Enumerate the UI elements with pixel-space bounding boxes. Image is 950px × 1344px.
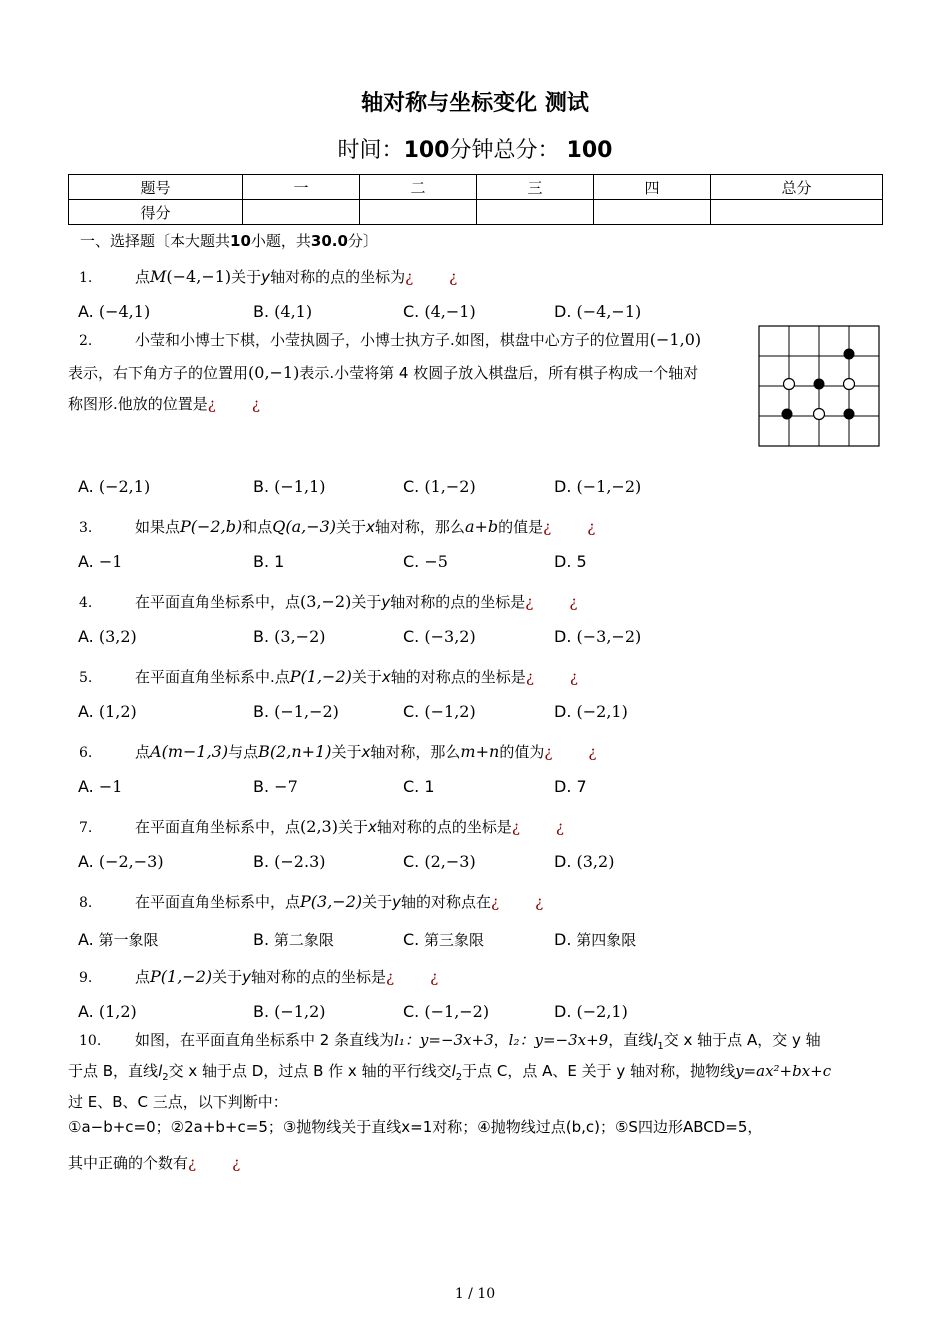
- option-label: B.: [253, 627, 270, 646]
- q-math: (3,−2): [300, 592, 352, 611]
- q-text: 过 E、B、C 三点，以下判断中：: [68, 1093, 288, 1111]
- option-c[interactable]: [403, 552, 448, 571]
- option-text: (3,−2): [274, 627, 326, 646]
- q-text: 关于: [362, 893, 393, 911]
- q-text: 在平面直角坐标系中，点: [135, 818, 301, 836]
- option-a[interactable]: [78, 702, 137, 721]
- option-b[interactable]: [253, 702, 339, 721]
- option-text: (−2,1): [576, 702, 628, 721]
- option-label: B.: [253, 930, 270, 949]
- q10-line2: 于点 B，直线$l_2$交 x 轴于点 D，过点 B 作 x 轴的平行线交$l_2$于点 C，点 A、E 关于 y 轴对称，抛物线y=ax²+bx+c: [68, 1062, 832, 1083]
- q-text: 在平面直角坐标系中，点: [135, 893, 301, 911]
- exam-subtitle: [0, 133, 950, 164]
- option-text: (1,2): [98, 1002, 137, 1021]
- table-header-cell: 二: [360, 175, 477, 200]
- option-b[interactable]: [253, 777, 298, 796]
- option-text: 第二象限: [273, 931, 334, 949]
- answer-blank-open: ¿: [207, 395, 216, 413]
- row-label-cell: 得分: [69, 200, 243, 225]
- option-text: (4,1): [274, 302, 313, 321]
- q-text: 轴对称的点的坐标是: [376, 818, 512, 836]
- option-c[interactable]: [403, 627, 476, 646]
- option-label: D.: [554, 777, 572, 796]
- answer-blank-close: ¿: [569, 668, 578, 686]
- q-text: 在平面直角坐标系中.点: [135, 668, 290, 686]
- q-text: 轴对称的点的坐标是: [251, 968, 387, 986]
- options-q8: [78, 929, 898, 953]
- q-text: 点: [135, 268, 151, 286]
- table-header-cell: 总分: [711, 175, 883, 200]
- options-q2: [78, 477, 898, 501]
- option-label: C.: [403, 552, 420, 571]
- q-math: P(1,−2): [150, 967, 213, 986]
- q-text: 如果点: [135, 518, 181, 536]
- option-b[interactable]: [253, 852, 326, 871]
- option-text: 第四象限: [576, 931, 637, 949]
- q-math: m+n: [460, 742, 500, 761]
- q-text: 关于: [336, 518, 367, 536]
- option-b[interactable]: [253, 477, 326, 496]
- score-cell[interactable]: [711, 200, 883, 225]
- q-text: 轴对称的点的坐标为: [270, 268, 406, 286]
- q-text: 如图，在平面直角坐标系中 2 条直线为: [135, 1031, 395, 1049]
- option-label: B.: [253, 552, 270, 571]
- q-text: 称图形.他放的位置是: [68, 395, 208, 413]
- answer-blank-open: ¿: [525, 668, 534, 686]
- option-a[interactable]: [78, 777, 122, 796]
- option-label: D.: [554, 302, 572, 321]
- option-text: (−4,1): [98, 302, 151, 321]
- option-c[interactable]: [403, 302, 476, 321]
- q-text: 交 x 轴于点 A，交 y 轴: [663, 1031, 821, 1049]
- q-text: 在平面直角坐标系中，点: [135, 593, 301, 611]
- round-stone: [814, 409, 825, 420]
- option-label: B.: [253, 477, 270, 496]
- option-b[interactable]: [253, 552, 284, 571]
- section-mid: 小题，共: [250, 232, 311, 250]
- score-cell[interactable]: [243, 200, 360, 225]
- answer-blank-open: ¿: [386, 968, 395, 986]
- q2-line3: [68, 389, 758, 420]
- page-number: 1 / 10: [454, 1286, 496, 1302]
- score-table-row: [69, 200, 883, 225]
- question-number: 3.: [79, 520, 93, 536]
- option-label: B.: [253, 702, 270, 721]
- score-table-header-row: [69, 175, 883, 200]
- question-number: 5.: [79, 670, 93, 686]
- option-label: A.: [78, 702, 94, 721]
- question-number: 6.: [79, 745, 93, 761]
- option-text: (−1,−2): [274, 702, 339, 721]
- option-d[interactable]: [554, 777, 587, 796]
- option-label: C.: [403, 477, 420, 496]
- option-text: (−1,−2): [576, 477, 642, 496]
- q-text: 关于: [212, 968, 243, 986]
- q-math: B(2,n+1): [258, 742, 332, 761]
- answer-blank-open: ¿: [491, 893, 500, 911]
- option-d[interactable]: [554, 627, 641, 646]
- option-text: (−1,−2): [424, 1002, 490, 1021]
- option-label: B.: [253, 302, 270, 321]
- answer-blank-close: ¿: [430, 968, 439, 986]
- question-6: [68, 741, 883, 762]
- answer-blank-close: ¿: [449, 268, 458, 286]
- option-text: (−4,−1): [576, 302, 642, 321]
- answer-blank-open: ¿: [188, 1154, 197, 1172]
- question-5: [68, 666, 883, 687]
- option-a[interactable]: [78, 302, 150, 321]
- answer-blank-close: ¿: [251, 395, 260, 413]
- option-label: B.: [253, 852, 270, 871]
- option-label: B.: [253, 777, 270, 796]
- square-stone: [844, 409, 855, 420]
- option-label: D.: [554, 627, 572, 646]
- option-text: (−1,2): [274, 1002, 326, 1021]
- q-judgements: ①a−b+c=0；②2a+b+c=5；③抛物线关于直线x=1对称；④抛物线过点(b,c)；⑤S四边形ABCD=5，: [68, 1118, 763, 1136]
- time-unit: 分钟总分：: [449, 138, 560, 163]
- option-a[interactable]: [78, 627, 137, 646]
- option-c[interactable]: [403, 1002, 489, 1021]
- q-text: 表示，右下角方子的位置用: [68, 364, 249, 382]
- option-text: −1: [98, 777, 123, 796]
- option-label: A.: [78, 302, 94, 321]
- square-stone: [782, 409, 793, 420]
- option-text: (2,−3): [424, 852, 476, 871]
- q-math: P(1,−2): [289, 667, 352, 686]
- table-header-cell: 题号: [69, 175, 243, 200]
- option-text: −5: [424, 552, 448, 571]
- option-a[interactable]: [78, 1002, 137, 1021]
- answer-blank-close: ¿: [555, 818, 564, 836]
- q-text: 于点 C，点 A、E 关于 y 轴对称，抛物线: [462, 1062, 736, 1080]
- option-label: A.: [78, 852, 94, 871]
- option-b[interactable]: [253, 1002, 326, 1021]
- section-points: 30.0: [310, 232, 348, 250]
- q-math: l₂：y=−3x+9: [508, 1031, 609, 1049]
- q-text: 的值为: [499, 743, 545, 761]
- question-4: [68, 591, 883, 612]
- square-stone: [844, 349, 855, 360]
- table-header-cell: 三: [477, 175, 594, 200]
- score-table: [68, 174, 883, 225]
- q-math: A(m−1,3): [150, 742, 229, 761]
- option-a[interactable]: [78, 929, 159, 950]
- option-label: A.: [78, 552, 94, 571]
- answer-blank-close: ¿: [232, 1154, 241, 1172]
- option-text: 1: [274, 552, 285, 571]
- option-text: (−1,1): [274, 477, 326, 496]
- section-prefix: 一、选择题〔本大题共: [80, 232, 231, 250]
- options-q1: [78, 302, 898, 326]
- options-q7: [78, 852, 898, 876]
- score-cell[interactable]: [594, 200, 711, 225]
- question-10: [68, 1028, 888, 1176]
- q2-line2: [68, 357, 758, 389]
- option-d[interactable]: [554, 702, 628, 721]
- time-value: 100: [403, 138, 450, 163]
- option-d[interactable]: [554, 302, 641, 321]
- section-count: 10: [230, 232, 251, 250]
- answer-blank-close: ¿: [535, 893, 544, 911]
- option-label: C.: [403, 302, 420, 321]
- option-label: B.: [253, 1002, 270, 1021]
- question-number: 7.: [79, 820, 93, 836]
- question-number: 9.: [79, 970, 93, 986]
- q-text: 轴对称，那么: [370, 743, 461, 761]
- q-math: y: [381, 593, 391, 611]
- option-label: A.: [78, 1002, 94, 1021]
- answer-blank-close: ¿: [588, 743, 597, 761]
- option-text: (4,−1): [424, 302, 476, 321]
- option-text: −7: [274, 777, 298, 796]
- option-text: 1: [424, 777, 435, 796]
- option-label: C.: [403, 627, 420, 646]
- q-text: 点: [135, 743, 151, 761]
- q-text: 关于: [231, 268, 262, 286]
- question-9: [68, 966, 883, 987]
- question-number: 2.: [79, 333, 93, 349]
- options-q5: [78, 702, 898, 726]
- option-d[interactable]: [554, 852, 614, 871]
- option-d[interactable]: [554, 477, 641, 496]
- option-d[interactable]: [554, 1002, 628, 1021]
- options-q3: [78, 552, 898, 576]
- q2-line1: [68, 324, 758, 357]
- option-label: D.: [554, 477, 572, 496]
- question-number: 1.: [79, 270, 93, 286]
- answer-blank-close: ¿: [569, 593, 578, 611]
- option-c[interactable]: [403, 702, 476, 721]
- question-3: [68, 516, 883, 537]
- q-text: 和点: [242, 518, 273, 536]
- options-q9: [78, 1002, 898, 1026]
- option-c[interactable]: [403, 477, 476, 496]
- option-a[interactable]: [78, 552, 122, 571]
- answer-blank-open: ¿: [511, 818, 520, 836]
- q-text: 关于: [331, 743, 362, 761]
- option-c[interactable]: [403, 929, 484, 950]
- q-text: 轴的对称点的坐标是: [390, 668, 526, 686]
- option-text: (−2,−3): [98, 852, 164, 871]
- option-text: −1: [98, 552, 123, 571]
- option-label: D.: [554, 702, 572, 721]
- q-text: 关于: [351, 668, 382, 686]
- option-text: (1,2): [98, 702, 137, 721]
- q10-line4: [68, 1115, 888, 1140]
- option-label: C.: [403, 1002, 420, 1021]
- q-math: x: [381, 668, 391, 686]
- option-c[interactable]: [403, 852, 476, 871]
- q-text: 交 x 轴于点 D，过点 B 作 x 轴的平行线交: [168, 1062, 452, 1080]
- q-math: l₁：y=−3x+3: [394, 1031, 494, 1049]
- square-stone: [814, 379, 825, 390]
- q-text: 表示.小莹将第 4 枚圆子放入棋盘后，所有棋子构成一个轴对: [299, 364, 699, 382]
- option-d[interactable]: [554, 929, 636, 950]
- question-number: 8.: [79, 895, 93, 911]
- option-text: 5: [576, 552, 587, 571]
- option-label: A.: [78, 477, 94, 496]
- question-8: [68, 891, 883, 912]
- options-q6: [78, 777, 898, 801]
- q-text: 于点 B，直线: [68, 1062, 159, 1080]
- option-a[interactable]: [78, 852, 164, 871]
- option-label: D.: [554, 1002, 572, 1021]
- option-text: (3,2): [576, 852, 615, 871]
- time-label: 时间：: [337, 138, 404, 163]
- q-math: (−1,0): [649, 330, 702, 349]
- question-7: [68, 816, 883, 837]
- table-header-cell: 四: [594, 175, 711, 200]
- q-math: P(3,−2): [300, 892, 363, 911]
- q-math: (0,−1): [248, 363, 300, 382]
- option-text: (−2,1): [98, 477, 151, 496]
- question-2: [68, 324, 758, 420]
- q-math: x: [367, 818, 377, 836]
- option-b[interactable]: [253, 627, 326, 646]
- option-a[interactable]: [78, 477, 150, 496]
- q-text: 轴的对称点在: [401, 893, 492, 911]
- q-text: 点: [135, 968, 151, 986]
- option-label: C.: [403, 777, 420, 796]
- option-text: 第三象限: [424, 931, 485, 949]
- option-label: C.: [403, 930, 420, 949]
- option-text: (−2.3): [274, 852, 326, 871]
- q10-line1: 10. 如图，在平面直角坐标系中 2 条直线为l₁：y=−3x+3，l₂：y=−3x+9，直线$l_1$交 x 轴于点 A，交 y 轴: [68, 1028, 888, 1059]
- option-b[interactable]: [253, 929, 334, 950]
- option-label: A.: [78, 627, 94, 646]
- q-text: 与点: [228, 743, 259, 761]
- q-text: 其中正确的个数有: [68, 1154, 189, 1172]
- q-math: x: [366, 518, 375, 536]
- option-label: A.: [78, 930, 94, 949]
- q-math: a+b: [464, 517, 499, 536]
- round-stone: [784, 379, 795, 390]
- option-text: (−1,2): [424, 702, 476, 721]
- option-label: D.: [554, 852, 572, 871]
- option-d[interactable]: [554, 552, 587, 571]
- q-math: P(−2,b): [180, 517, 243, 536]
- q-text: 的值是: [498, 518, 544, 536]
- q-math: (−4,−1): [166, 267, 232, 286]
- answer-blank-open: ¿: [543, 518, 552, 536]
- section-heading: [80, 230, 378, 251]
- answer-blank-open: ¿: [525, 593, 534, 611]
- option-b[interactable]: [253, 302, 312, 321]
- option-c[interactable]: [403, 777, 435, 796]
- q-text: 小莹和小博士下棋，小莹执圆子，小博士执方子.如图，棋盘中心方子的位置用: [135, 331, 650, 349]
- q-math: Q(a,−3): [272, 517, 337, 536]
- option-text: (−3,2): [424, 627, 476, 646]
- answer-blank-open: ¿: [544, 743, 553, 761]
- q-text: 轴对称的点的坐标是: [390, 593, 526, 611]
- q-math: M: [150, 267, 167, 286]
- score-cell[interactable]: [360, 200, 477, 225]
- option-label: C.: [403, 702, 420, 721]
- q-text: 关于: [351, 593, 382, 611]
- answer-blank-close: ¿: [587, 518, 596, 536]
- q10-line3: [68, 1090, 888, 1115]
- option-label: A.: [78, 777, 94, 796]
- section-suffix: 分〕: [347, 232, 378, 250]
- q10-line5: [68, 1151, 888, 1176]
- option-label: C.: [403, 852, 420, 871]
- round-stone: [844, 379, 855, 390]
- question-number: 10.: [79, 1033, 102, 1049]
- options-q4: [78, 627, 898, 651]
- q-text: 关于: [337, 818, 368, 836]
- q-math: y: [242, 968, 252, 986]
- q-math: y=ax²+bx+c: [735, 1062, 832, 1080]
- option-label: D.: [554, 552, 572, 571]
- score-cell[interactable]: [477, 200, 594, 225]
- answer-blank-open: ¿: [405, 268, 414, 286]
- option-label: D.: [554, 930, 572, 949]
- q-math: y: [392, 893, 402, 911]
- option-text: 7: [576, 777, 587, 796]
- option-text: 第一象限: [98, 931, 159, 949]
- option-text: (1,−2): [424, 477, 476, 496]
- table-header-cell: 一: [243, 175, 360, 200]
- page-title: 轴对称与坐标变化 测试: [361, 91, 589, 116]
- question-number: 4.: [79, 595, 93, 611]
- q-math: (2,3): [300, 817, 338, 836]
- q-text: 轴对称，那么: [374, 518, 465, 536]
- option-text: (−3,−2): [576, 627, 642, 646]
- option-text: (−2,1): [576, 1002, 628, 1021]
- option-text: (3,2): [98, 627, 137, 646]
- q-math: x: [361, 743, 371, 761]
- q-text: ，直线: [608, 1031, 654, 1049]
- q-math: y: [261, 268, 271, 286]
- go-board-figure: [758, 325, 880, 447]
- score-value: 100: [566, 138, 613, 163]
- question-1: [68, 266, 883, 287]
